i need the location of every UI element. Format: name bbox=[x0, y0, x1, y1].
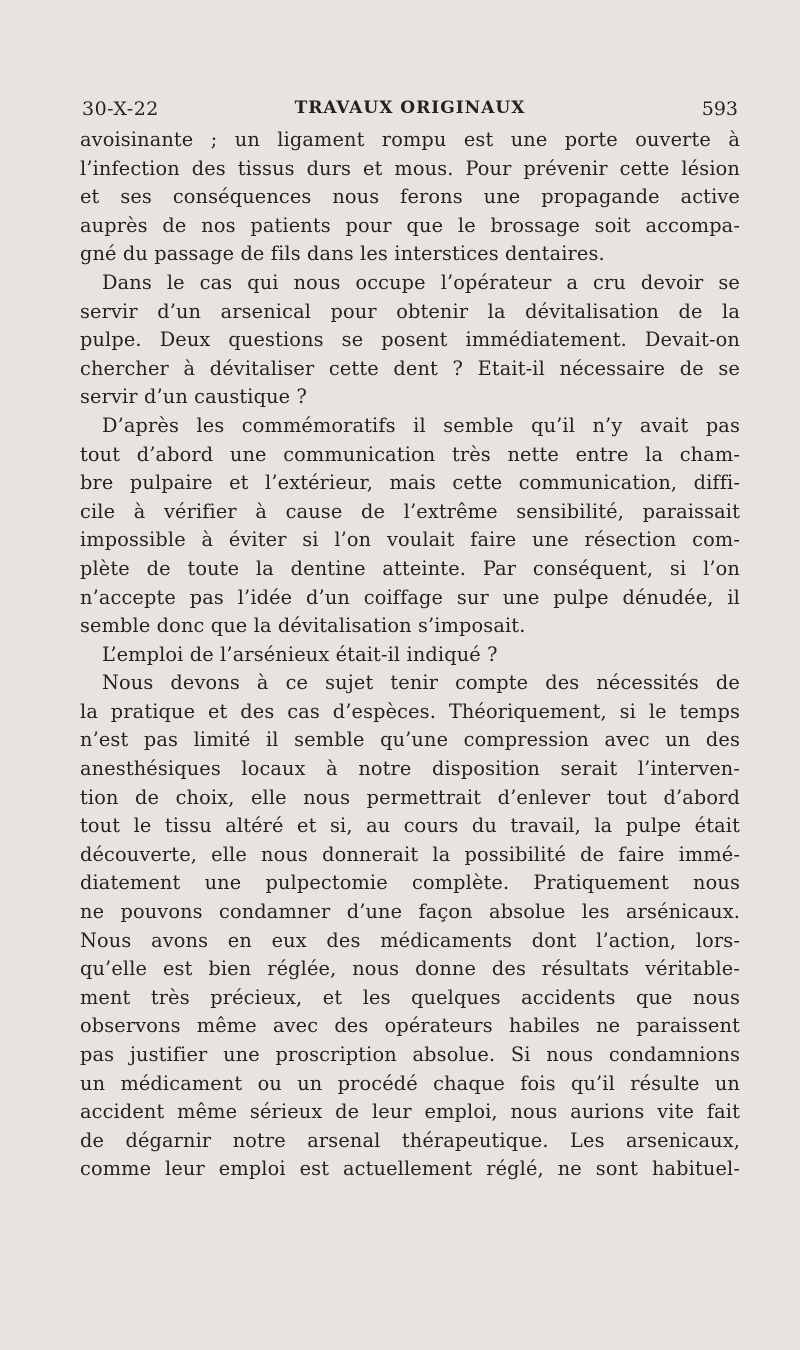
text-line: semble donc que la dévitalisation s’imposait. bbox=[80, 614, 526, 638]
text-line: n’accepte pas l’idée d’un coiffage sur une pulpe dénudée, il bbox=[80, 585, 740, 609]
text-line: L’emploi de l’arsénieux était-il indiqué ? bbox=[102, 642, 498, 666]
text-line: servir d’un arsenical pour obtenir la dévitalisation de la bbox=[80, 299, 740, 323]
text-line: D’après les commémoratifs il semble qu’il n’y avait pas bbox=[102, 413, 740, 437]
text-line: chercher à dévitaliser cette dent ? Etait-il nécessaire de se bbox=[80, 356, 740, 380]
text-line: Dans le cas qui nous occupe l’opérateur a cru devoir se bbox=[102, 270, 740, 294]
text-line: impossible à éviter si l’on voulait faire une résection com- bbox=[80, 528, 740, 552]
running-header bbox=[80, 92, 740, 122]
text-line: tout d’abord une communication très nette entre la cham- bbox=[80, 442, 740, 466]
text-line: accident même sérieux de leur emploi, nous aurions vite fait bbox=[80, 1100, 740, 1124]
text-line: gné du passage de fils dans les interstices dentaires. bbox=[80, 242, 605, 266]
text-line: découverte, elle nous donnerait la possibilité de faire immé- bbox=[80, 842, 740, 866]
text-line: diatement une pulpectomie complète. Pratiquement nous bbox=[80, 871, 740, 895]
text-line: tout le tissu altéré et si, au cours du travail, la pulpe était bbox=[80, 814, 740, 838]
text-line: Nous avons en eux des médicaments dont l’action, lors- bbox=[80, 928, 740, 952]
text-line: servir d’un caustique ? bbox=[80, 385, 307, 409]
text-line: plète de toute la dentine atteinte. Par conséquent, si l’on bbox=[80, 556, 740, 580]
text-line: bre pulpaire et l’extérieur, mais cette communication, diffi- bbox=[80, 471, 740, 495]
text-line: Nous devons à ce sujet tenir compte des nécessités de bbox=[102, 671, 740, 695]
header-title: TRAVAUX ORIGINAUX bbox=[294, 98, 526, 118]
body-text bbox=[80, 126, 740, 1184]
page-number: 593 bbox=[701, 98, 738, 120]
text-line: l’infection des tissus durs et mous. Pour prévenir cette lésion bbox=[80, 156, 740, 180]
text-line: et ses conséquences nous ferons une propagande active bbox=[80, 185, 740, 209]
text-line: la pratique et des cas d’espèces. Théoriquement, si le temps bbox=[80, 699, 740, 723]
text-line: un médicament ou un procédé chaque fois qu’il résulte un bbox=[80, 1071, 740, 1095]
text-line: avoisinante ; un ligament rompu est une porte ouverte à bbox=[80, 128, 740, 151]
text-line: ne pouvons condamner d’une façon absolue les arsénicaux. bbox=[80, 900, 740, 924]
text-line: pas justifier une proscription absolue. Si nous condamnions bbox=[80, 1043, 740, 1066]
header-date: 30-X-22 bbox=[82, 98, 159, 120]
text-line: de dégarnir notre arsenal thérapeutique. Les arsenicaux, bbox=[80, 1128, 740, 1152]
text-line: comme leur emploi est actuellement réglé, ne sont habituel- bbox=[80, 1157, 740, 1181]
text-line: pulpe. Deux questions se posent immédiatement. Devait-on bbox=[80, 328, 740, 352]
text-line: tion de choix, elle nous permettrait d’enlever tout d’abord bbox=[80, 785, 740, 809]
text-line: auprès de nos patients pour que le brossage soit accompa- bbox=[80, 213, 740, 237]
text-line: n’est pas limité il semble qu’une compression avec un des bbox=[80, 728, 740, 752]
text-line: observons même avec des opérateurs habiles ne paraissent bbox=[80, 1014, 740, 1038]
text-line: cile à vérifier à cause de l’extrême sensibilité, paraissait bbox=[80, 499, 740, 523]
text-line: ment très précieux, et les quelques accidents que nous bbox=[80, 985, 740, 1009]
text-line: anesthésiques locaux à notre disposition serait l’interven- bbox=[80, 757, 740, 781]
text-line: qu’elle est bien réglée, nous donne des résultats véritable- bbox=[80, 957, 740, 981]
